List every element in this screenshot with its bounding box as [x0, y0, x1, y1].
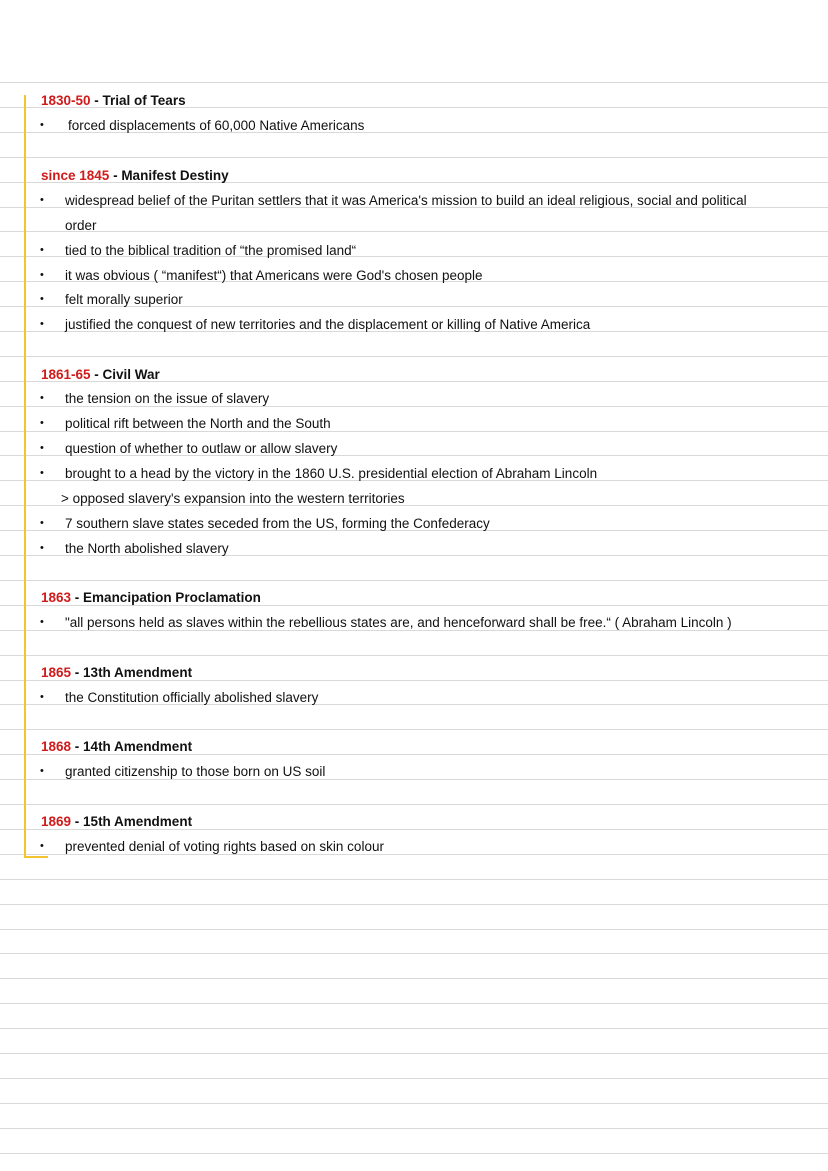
rule-line	[0, 904, 828, 905]
rule-line	[0, 929, 828, 930]
section-title: 13th Amendment	[83, 665, 193, 680]
bullet-icon: •	[40, 765, 44, 777]
bullet-item	[0, 610, 828, 635]
rule-line	[0, 804, 828, 805]
bullet-item	[0, 834, 828, 859]
bullet-item	[0, 113, 828, 138]
section-heading	[0, 585, 828, 610]
bullet-icon: •	[40, 244, 44, 256]
rule-line	[0, 1078, 828, 1079]
bullet-icon: •	[40, 542, 44, 554]
bullet-icon: •	[40, 840, 44, 852]
section-heading	[0, 362, 828, 387]
bullet-text: it was obvious ( “manifest“) that Americans were God's chosen people	[65, 268, 483, 283]
section-date: 1830-50	[41, 93, 91, 108]
rule-line	[0, 1103, 828, 1104]
rule-line	[0, 879, 828, 880]
bullet-text: brought to a head by the victory in the 1860 U.S. presidential election of Abraham Lincoln	[65, 466, 598, 481]
rule-line	[0, 953, 828, 954]
bullet-item	[0, 511, 828, 536]
rule-line	[0, 729, 828, 730]
bullet-item	[0, 436, 828, 461]
bullet-text: prevented denial of voting rights based on skin colour	[65, 839, 384, 854]
section-heading	[0, 660, 828, 685]
section-title: Manifest Destiny	[121, 168, 229, 183]
section-title: 14th Amendment	[83, 739, 193, 754]
bullet-icon: •	[40, 318, 44, 330]
bullet-text: forced displacements of 60,000 Native Americans	[68, 118, 365, 133]
bullet-text: widespread belief of the Puritan settlers that it was America's mission to build an ideal religious, social and political	[65, 193, 747, 208]
separator: -	[71, 665, 84, 680]
bullet-item	[0, 287, 828, 312]
bullet-icon: •	[40, 392, 44, 404]
bullet-text: question of whether to outlaw or allow slavery	[65, 441, 338, 456]
section-title: Trial of Tears	[102, 93, 186, 108]
separator: -	[71, 590, 84, 605]
bullet-text: justified the conquest of new territories and the displacement or killing of Native America	[65, 317, 591, 332]
bullet-continuation	[0, 213, 828, 238]
separator: -	[90, 93, 103, 108]
bullet-text: granted citizenship to those born on US soil	[65, 764, 326, 779]
section-date: 1861-65	[41, 367, 91, 382]
rule-line	[0, 1028, 828, 1029]
section-date: 1869	[41, 814, 72, 829]
bullet-item	[0, 386, 828, 411]
section-heading	[0, 88, 828, 113]
rule-line	[0, 82, 828, 83]
bullet-item	[0, 759, 828, 784]
bullet-text: "all persons held as slaves within the rebellious states are, and henceforward shall be free.“ ( Abraham Lincoln )	[65, 615, 732, 630]
separator: -	[90, 367, 103, 382]
bullet-text: felt morally superior	[65, 292, 183, 307]
rule-line	[0, 978, 828, 979]
bullet-icon: •	[40, 269, 44, 281]
bullet-icon: •	[40, 467, 44, 479]
rule-line	[0, 356, 828, 357]
bullet-text: 7 southern slave states seceded from the US, forming the Confederacy	[65, 516, 490, 531]
bullet-icon: •	[40, 417, 44, 429]
bullet-icon: •	[40, 442, 44, 454]
section-date: 1863	[41, 590, 72, 605]
bullet-item	[0, 238, 828, 263]
section-title: Emancipation Proclamation	[83, 590, 261, 605]
section-date: 1865	[41, 665, 72, 680]
bullet-item	[0, 188, 828, 213]
bullet-icon: •	[40, 119, 44, 131]
bullet-icon: •	[40, 517, 44, 529]
section-date: 1868	[41, 739, 72, 754]
bullet-item	[0, 312, 828, 337]
section-heading	[0, 163, 828, 188]
bullet-text: tied to the biblical tradition of “the promised land“	[65, 243, 357, 258]
section-title: Civil War	[102, 367, 160, 382]
bullet-item	[0, 536, 828, 561]
separator: -	[71, 739, 84, 754]
bullet-item	[0, 685, 828, 710]
section-heading	[0, 809, 828, 834]
bullet-icon: •	[40, 691, 44, 703]
rule-line	[0, 1003, 828, 1004]
sub-point-text: > opposed slavery's expansion into the western territories	[61, 491, 405, 506]
section-title: 15th Amendment	[83, 814, 193, 829]
rule-line	[0, 1153, 828, 1154]
bullet-icon: •	[40, 194, 44, 206]
separator: -	[71, 814, 84, 829]
rule-line	[0, 1053, 828, 1054]
bullet-text: the Constitution officially abolished slavery	[65, 690, 319, 705]
bullet-text: the tension on the issue of slavery	[65, 391, 270, 406]
bullet-text: order	[65, 218, 97, 233]
bullet-item	[0, 461, 828, 486]
bullet-item	[0, 263, 828, 288]
bullet-text: political rift between the North and the South	[65, 416, 331, 431]
separator: -	[109, 168, 122, 183]
rule-line	[0, 655, 828, 656]
bullet-text: the North abolished slavery	[65, 541, 229, 556]
bullet-icon: •	[40, 293, 44, 305]
rule-line	[0, 157, 828, 158]
rule-line	[0, 580, 828, 581]
section-date: since 1845	[41, 168, 110, 183]
sub-point	[0, 486, 828, 511]
rule-line	[0, 1128, 828, 1129]
section-heading	[0, 734, 828, 759]
bullet-item	[0, 411, 828, 436]
bullet-icon: •	[40, 616, 44, 628]
